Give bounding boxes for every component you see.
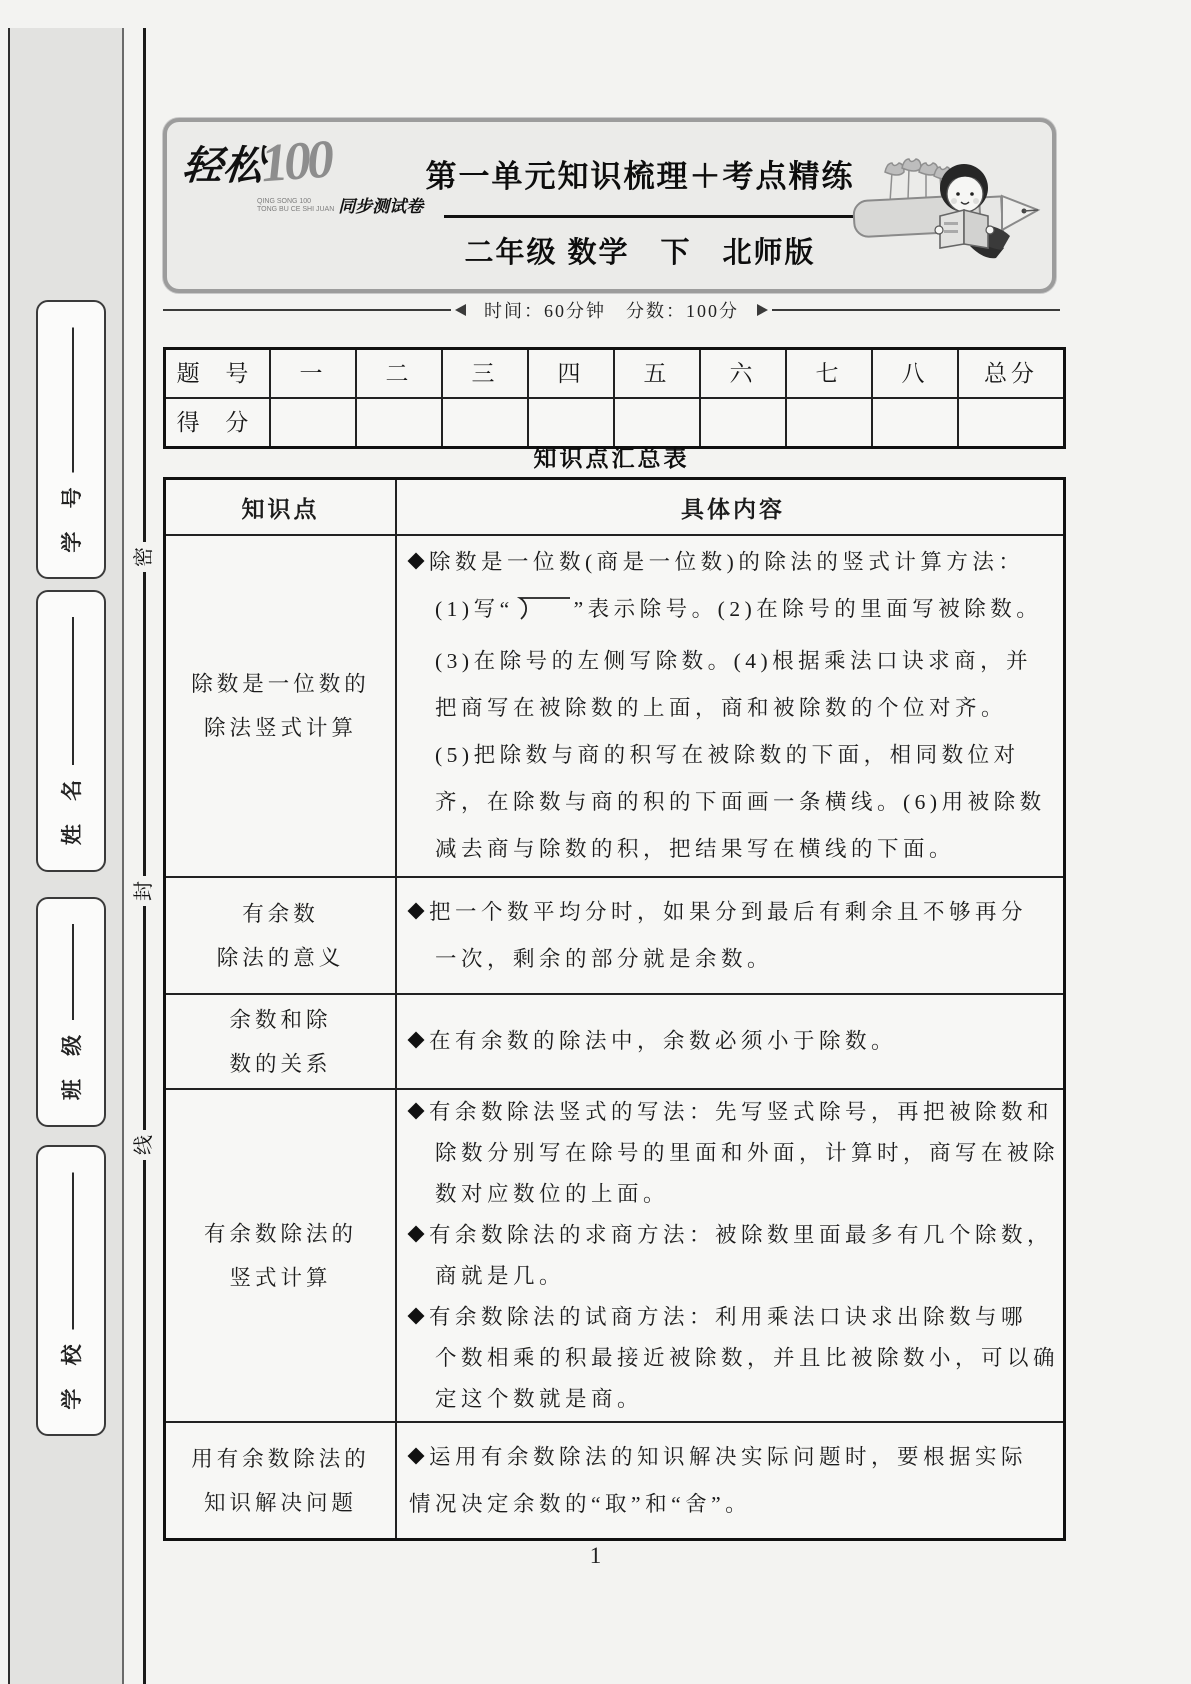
summary-row <box>166 876 1063 993</box>
knowledge-content-line: 除数是一位数(商是一位数)的除法的竖式计算方法： <box>409 539 1057 586</box>
score-value-cell <box>957 397 1063 446</box>
diamond-bullet-icon <box>408 1032 425 1049</box>
sidebar-field-blank-line <box>72 327 74 472</box>
knowledge-content-cell <box>397 878 1063 993</box>
summary-table-title: 知识点汇总表 <box>533 445 690 471</box>
diamond-bullet-icon <box>408 1447 425 1464</box>
knowledge-point-line: 数的关系 <box>229 1051 332 1076</box>
knowledge-content-line: 情况决定余数的“取”和“舍”。 <box>409 1491 752 1516</box>
logo-brand-text: 轻松 <box>180 144 267 188</box>
left-arrow-icon <box>455 304 466 316</box>
score-table-header-cell: 题 号 <box>176 361 259 386</box>
brand-logo <box>180 128 433 216</box>
score-value-cell <box>785 397 871 446</box>
paper-header-box <box>163 118 1056 293</box>
summary-row <box>166 1088 1063 1421</box>
logo-series-text: 同步测试卷 <box>338 197 424 216</box>
sidebar-field-rotated-text <box>56 1160 86 1421</box>
knowledge-content-line: 有余数除法竖式的写法：先写竖式除号，再把被除数和 <box>409 1092 1057 1133</box>
score-value-cell <box>527 397 613 446</box>
knowledge-content-line: 有余数除法的试商方法：利用乘法口诀求出除数与哪 <box>409 1297 1057 1338</box>
score-table-header-cell: 总分 <box>957 350 1063 397</box>
logo-tiny-line1: QING SONG 100 <box>257 198 312 206</box>
sidebar-field-label: 学 校 <box>60 1334 84 1410</box>
knowledge-content-line: 减去商与除数的积，把结果写在横线的下面。 <box>435 837 956 861</box>
knowledge-point-line: 除法竖式计算 <box>203 716 357 740</box>
score-table <box>163 347 1066 449</box>
knowledge-content-line: 有余数除法的求商方法：被除数里面最多有几个除数， <box>409 1215 1057 1256</box>
meta-left-rule <box>163 309 451 311</box>
sidebar-field-label: 学 号 <box>60 477 84 553</box>
knowledge-content-cell <box>397 995 1063 1088</box>
sidebar-field-blank-line <box>72 617 74 765</box>
summary-row <box>166 534 1063 876</box>
sidebar-field-school <box>36 1145 106 1436</box>
sidebar-field-blank-line <box>72 1172 74 1329</box>
knowledge-content-line: (5)把除数与商的积写在被除数的下面，相同数位对 <box>435 743 1020 767</box>
sidebar-field-label: 姓 名 <box>60 770 84 846</box>
knowledge-content-line: (1)写“ ”表示除号。(2)在除号的里面写被除数。 <box>409 586 1057 638</box>
knowledge-point-line: 知识解决问题 <box>203 1490 357 1515</box>
logo-100-text: 100 <box>258 128 333 194</box>
knowledge-content-cell <box>397 1090 1063 1421</box>
knowledge-content-line: 运用有余数除法的知识解决实际问题时，要根据实际 <box>409 1434 1057 1481</box>
time-label: 时间：60分钟 <box>484 301 606 321</box>
score-table-header-cell: 八 <box>871 350 957 397</box>
sidebar-field-student-number <box>36 300 106 579</box>
sidebar-field-rotated-text <box>56 912 86 1112</box>
seal-char: 封 <box>127 876 161 906</box>
knowledge-point-cell <box>166 995 397 1088</box>
score-table-header-cell: 一 <box>269 350 355 397</box>
sidebar-field-rotated-text <box>56 315 86 564</box>
score-table-header-cell: 七 <box>785 350 871 397</box>
knowledge-point-line: 竖式计算 <box>229 1265 332 1290</box>
sidebar-field-name <box>36 590 106 872</box>
score-value-cell <box>871 397 957 446</box>
long-division-bracket-icon <box>516 591 572 638</box>
knowledge-point-cell <box>166 878 397 993</box>
sidebar-field-blank-line <box>72 924 74 1020</box>
knowledge-content-line: 齐，在除数与商的积的下面画一条横线。(6)用被除数 <box>435 790 1046 814</box>
diamond-bullet-icon <box>408 553 425 570</box>
boy-on-pen-illustration <box>852 150 1042 268</box>
knowledge-point-line: 余数和除 <box>229 1007 332 1032</box>
knowledge-content-line: 把商写在被除数的上面，商和被除数的个位对齐。 <box>435 696 1008 720</box>
knowledge-point-cell <box>166 1090 397 1421</box>
summary-col2-header: 具体内容 <box>681 495 785 522</box>
summary-header-row <box>166 480 1063 534</box>
meta-right-rule <box>772 309 1060 311</box>
knowledge-content-line: 商就是几。 <box>435 1263 566 1288</box>
knowledge-point-line: 除法的意义 <box>216 945 345 970</box>
score-row-label: 得 分 <box>166 397 269 446</box>
knowledge-content-line: (3)在除号的左侧写除数。(4)根据乘法口诀求商，并 <box>435 649 1033 673</box>
score-table-header-cell: 五 <box>613 350 699 397</box>
score-value-cell <box>269 397 355 446</box>
sidebar-field-label: 班 级 <box>60 1025 84 1101</box>
seal-char: 线 <box>127 1130 161 1160</box>
right-arrow-icon <box>757 304 768 316</box>
score-value-cell <box>699 397 785 446</box>
diamond-bullet-icon <box>408 1307 425 1324</box>
diamond-bullet-icon <box>408 1102 425 1119</box>
score-table-header-cell: 六 <box>699 350 785 397</box>
score-table-header-cell: 四 <box>527 350 613 397</box>
knowledge-point-line: 有余数除法的 <box>203 1221 357 1246</box>
score-value-cell <box>441 397 527 446</box>
score-table-header-cell: 三 <box>441 350 527 397</box>
knowledge-content-line: 个数相乘的积最接近被除数，并且比被除数小，可以确 <box>435 1345 1060 1370</box>
knowledge-content-line: 在有余数的除法中，余数必须小于除数。 <box>409 1018 1057 1065</box>
knowledge-point-line: 有余数 <box>242 901 319 926</box>
summary-col1-header: 知识点 <box>166 480 397 534</box>
score-value-cell <box>613 397 699 446</box>
knowledge-content-line: 定这个数就是商。 <box>435 1386 644 1411</box>
total-score-label: 分数：100分 <box>626 301 739 321</box>
page-subtitle: 二年级 数学 下 北师版 <box>464 237 816 269</box>
knowledge-content-line: 把一个数平均分时，如果分到最后有剩余且不够再分 <box>409 889 1057 936</box>
seal-char: 密 <box>127 542 161 572</box>
score-value-cell <box>355 397 441 446</box>
knowledge-content-line: 一次，剩余的部分就是余数。 <box>435 946 774 971</box>
tulips-icon <box>885 159 951 202</box>
knowledge-content-line: 除数分别写在除号的里面和外面，计算时，商写在被除 <box>435 1140 1060 1165</box>
summary-row <box>166 993 1063 1088</box>
knowledge-content-cell <box>397 1423 1063 1538</box>
diamond-bullet-icon <box>408 1225 425 1242</box>
sidebar-field-rotated-text <box>56 605 86 857</box>
knowledge-content-line: 数对应数位的上面。 <box>435 1181 670 1206</box>
meta-line <box>163 298 1060 322</box>
logo-subline <box>257 192 423 217</box>
diamond-bullet-icon <box>408 902 425 919</box>
score-table-header-cell: 二 <box>355 350 441 397</box>
knowledge-summary-table <box>163 477 1066 1541</box>
logo-tiny-line2: TONG BU CE SHI JUAN <box>257 206 335 214</box>
page-number: 1 <box>589 1543 602 1568</box>
sidebar-field-class <box>36 897 106 1127</box>
knowledge-point-cell <box>166 1423 397 1538</box>
summary-row <box>166 1421 1063 1538</box>
knowledge-content-cell <box>397 536 1063 876</box>
seal-line <box>143 28 146 1684</box>
knowledge-point-line: 除数是一位数的 <box>191 672 370 696</box>
knowledge-point-cell <box>166 536 397 876</box>
knowledge-point-line: 用有余数除法的 <box>191 1446 370 1471</box>
page-title: 第一单元知识梳理＋考点精练 <box>425 159 855 194</box>
